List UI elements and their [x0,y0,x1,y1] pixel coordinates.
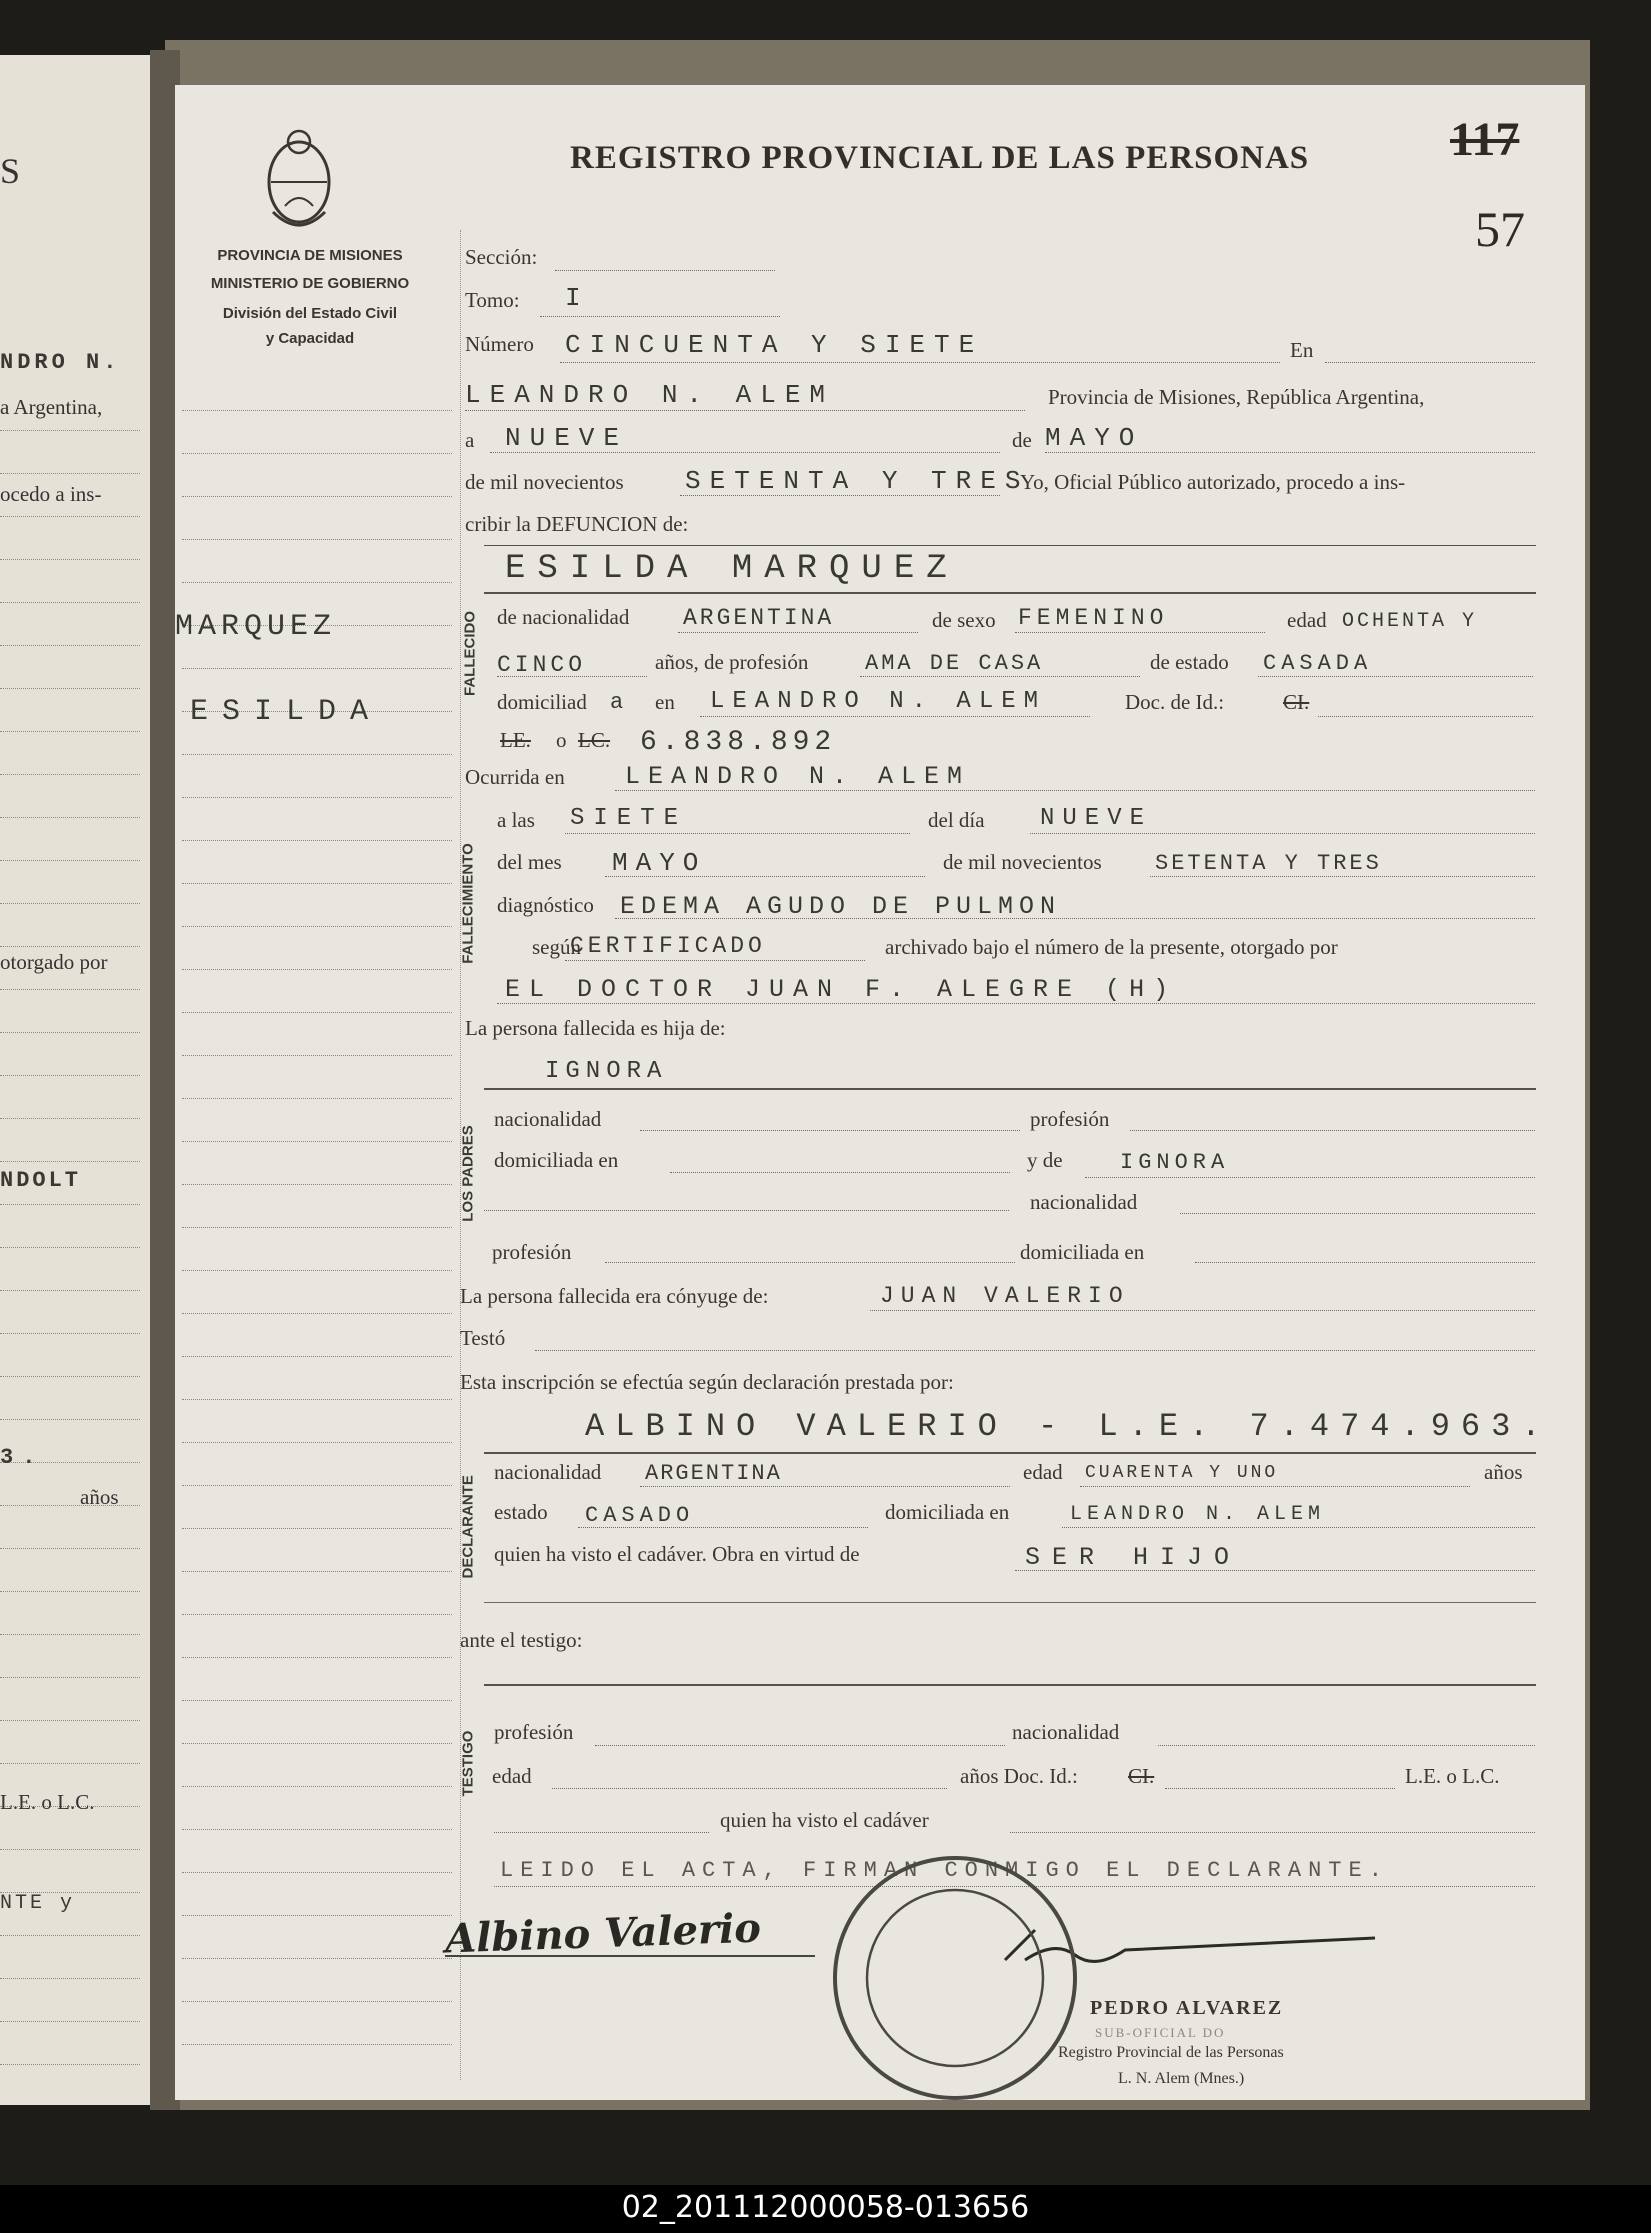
margin-ruled-line [182,1743,452,1744]
segun-value: CERTIFICADO [570,933,766,959]
margin-ruled-line [182,1356,452,1357]
margin-ruled-line [182,668,452,669]
medico-value: EL DOCTOR JUAN F. ALEGRE (H) [505,975,1178,1004]
left-page-ruled-line [0,602,140,603]
visto2-text: quien ha visto el cadáver [720,1808,929,1832]
left-page-ruled-line [0,1290,140,1291]
ante-testigo-label: ante el testigo: [460,1628,583,1652]
padre-nacionalidad-line [640,1130,1020,1131]
margin-ruled-line [182,453,452,454]
tomo-value: I [565,283,590,313]
index-given-name: ESILDA [190,695,383,729]
margin-ruled-line [182,1098,452,1099]
numero-value: CINCUENTA Y SIETE [565,330,984,360]
margin-ruled-line [182,1872,452,1873]
left-page-ruled-line [0,1333,140,1334]
testigo-line [484,1684,1536,1686]
estado-label: de estado [1150,650,1229,674]
margin-ruled-line [182,1958,452,1959]
lugar-value: LEANDRO N. ALEM [465,380,835,410]
decl-domicilio-line [1062,1527,1535,1528]
testigo-profesion-label: profesión [494,1720,574,1744]
anio-fall-line [1150,876,1535,877]
margin-ruled-line [182,1657,452,1658]
left-page-ruled-line [0,1075,140,1076]
madre-domicilio-line [1195,1262,1535,1263]
left-fragment: ocedo a ins- [0,482,102,506]
en-line [1325,362,1535,363]
domicilio-letter: a [610,690,624,715]
left-page-ruled-line [0,903,140,904]
mes-value: MAYO [1045,423,1144,453]
nacionalidad-label: de nacionalidad [497,605,630,629]
testigo-nacionalidad-label: nacionalidad [1012,1720,1120,1744]
dia-fall-value: NUEVE [1040,805,1153,832]
sexo-label: de sexo [932,608,996,632]
left-page-ruled-line [0,1849,140,1850]
ci-label: CI. [1283,690,1310,714]
domicilio-label: domiciliad [497,690,587,714]
left-page-ruled-line [0,1161,140,1162]
margin-ruled-line [182,1485,452,1486]
margin-ruled-line [182,2044,452,2045]
anio-fall-value: SETENTA Y TRES [1155,851,1382,876]
visto-text: quien ha visto el cadáver. Obra en virtud de [494,1542,860,1566]
left-page-ruled-line [0,2021,140,2022]
profesion-value: AMA DE CASA [865,651,1044,676]
madre-nacionalidad-label: nacionalidad [1030,1190,1138,1214]
madre-domicilio-label: domiciliada en [1020,1240,1145,1264]
official-role: SUB-OFICIAL DO [1095,2025,1226,2040]
inscripcion-text: Esta inscripción se efectúa según declaración prestada por: [460,1370,954,1394]
decl-domicilio-label: domiciliada en [885,1500,1010,1524]
anos-label: años [1484,1460,1523,1484]
y-de-label: y de [1027,1148,1063,1172]
decl-edad-label: edad [1023,1460,1063,1484]
coat-of-arms-icon [263,120,335,240]
declarante-signature: Albino Valerio [444,1904,762,1963]
left-page-ruled-line [0,1376,140,1377]
a-label: a [465,428,475,452]
left-page-ruled-line [0,1419,140,1420]
testigo-profesion-line [595,1745,1005,1746]
domicilio-value: LEANDRO N. ALEM [710,688,1047,715]
numero-label: Número [465,332,534,356]
decl-vinculo-value: SER HIJO [1025,1543,1242,1572]
diagnostico-value: EDEMA AGUDO DE PULMON [620,892,1062,921]
testigo-edad-label: edad [492,1764,532,1788]
diagnostico-label: diagnóstico [497,893,594,917]
left-page-ruled-line [0,559,140,560]
left-fragment: NDRO N. [0,350,121,375]
hora-line [565,833,910,834]
margin-ruled-line [182,1313,452,1314]
left-page-ruled-line [0,688,140,689]
declarante-end-line [484,1602,1536,1603]
tomo-line [540,316,780,317]
margin-ruled-line [182,1700,452,1701]
provincia-label: Provincia de Misiones, República Argentina, [1048,385,1425,409]
edad-value: OCHENTA Y [1342,610,1478,633]
dia-value: NUEVE [505,423,629,453]
section-rule [484,545,1536,546]
page-number: 57 [1475,201,1525,257]
visto2-line [1010,1832,1535,1833]
medico-line [497,1003,1535,1004]
fallecimiento-section-label: FALLECIMIENTO [459,843,477,964]
lc-label: LC. [578,728,611,752]
madre-value: IGNORA [1120,1150,1230,1175]
left-fragment: otorgado por [0,950,108,974]
left-page-ruled-line [0,516,140,517]
left-page-ruled-line [0,1634,140,1635]
left-page-ruled-line [0,1591,140,1592]
margin-ruled-line [182,1915,452,1916]
testigo-section-label: TESTIGO [459,1730,477,1797]
left-fragment: 3. [0,1445,45,1470]
edad-label: edad [1287,608,1327,632]
anos-doc-label: años Doc. Id.: [960,1764,1078,1788]
del-dia-label: del día [928,808,985,832]
le-label: LE. [500,728,531,752]
madre-profesion-label: profesión [492,1240,572,1264]
decl-nacionalidad-line [640,1486,1010,1487]
margin-ruled-line [182,1399,452,1400]
madre-nacionalidad-line [1180,1213,1535,1214]
testigo-doc-number-line [494,1832,709,1833]
decl-nacionalidad-value: ARGENTINA [645,1461,782,1486]
margin-ruled-line [182,883,452,884]
division-label: y Capacidad [265,330,355,347]
left-page-ruled-line [0,1978,140,1979]
official-stamp-icon [825,1848,1085,2108]
padre-value: IGNORA [545,1058,668,1085]
nombre-line [484,592,1536,594]
a-las-label: a las [497,808,535,832]
margin-ruled-line [182,1012,452,1013]
left-page-ruled-line [0,1505,140,1506]
doc-line [1318,716,1533,717]
margin-ruled-line [182,496,452,497]
fallecido-section-label: FALLECIDO [461,611,479,696]
left-page-ruled-line [0,1763,140,1764]
documento-value: 6.838.892 [640,727,837,758]
madre-nacionalidad-line-left [484,1210,1009,1211]
margin-ruled-line [182,1829,452,1830]
domicilio-line [700,716,1090,717]
estado-value: CASADA [1263,651,1373,676]
estado-line [1258,676,1533,677]
decl-vinculo-line [1015,1570,1535,1571]
margin-ruled-line [182,754,452,755]
padres-section-label: LOS PADRES [459,1125,477,1222]
margin-ruled-line [182,582,452,583]
madre-profesion-line [605,1262,1015,1263]
conyuge-label: La persona fallecida era cónyuge de: [460,1284,769,1308]
decl-edad-line [1080,1486,1470,1487]
ocurrida-label: Ocurrida en [465,765,565,789]
mes-fall-line [605,876,925,877]
left-page-ruled-line [0,817,140,818]
page-number-struck: 117 [1450,113,1520,166]
margin-ruled-line [182,1614,452,1615]
official-office: Registro Provincial de las Personas [1058,2044,1284,2061]
margin-ruled-line [182,1227,452,1228]
oficial-text: Yo, Oficial Público autorizado, procedo a ins- [1020,470,1406,494]
ministry-label: MINISTERIO DE GOBIERNO [210,275,410,292]
margin-ruled-line [182,1442,452,1443]
conyuge-value: JUAN VALERIO [880,1283,1130,1309]
left-page-ruled-line [0,946,140,947]
margin-ruled-line [182,840,452,841]
decl-estado-line [578,1527,868,1528]
declarante-value: ALBINO VALERIO - L.E. 7.474.963. [585,1408,1552,1445]
left-page-ruled-line [0,774,140,775]
nombre-value: ESILDA MARQUEZ [505,550,959,588]
left-page-ruled-line [0,989,140,990]
declarante-section-label: DECLARANTE [459,1475,477,1579]
page-title: REGISTRO PROVINCIAL DE LAS PERSONAS [570,140,1310,176]
margin-ruled-line [182,1141,452,1142]
de-label: de [1012,428,1032,452]
testigo-le-lc-label: L.E. o L.C. [1405,1764,1500,1788]
de-mil-label: de mil novecientos [465,470,624,494]
left-page-ruled-line [0,1118,140,1119]
margin-ruled-line [182,1055,452,1056]
profesion-label: años, de profesión [655,650,809,674]
segun-label: según [532,935,581,959]
left-fragment: años [80,1485,119,1509]
diagnostico-line [615,918,1535,919]
margin-ruled-line [182,969,452,970]
left-page-ruled-line [0,1720,140,1721]
signature-line [445,1955,815,1957]
padre-profesion-label: profesión [1030,1107,1110,1131]
left-page-ruled-line [0,1247,140,1248]
testo-line [535,1350,1535,1351]
ocurrida-value: LEANDRO N. ALEM [625,762,971,791]
testigo-ci-label: CI. [1128,1764,1155,1788]
decl-domicilio-value: LEANDRO N. ALEM [1070,1503,1326,1526]
de-mil-label-2: de mil novecientos [943,850,1102,874]
edad-line [497,676,647,677]
margin-ruled-line [182,1528,452,1529]
left-page-ruled-line [0,1548,140,1549]
cribir-text: cribir la DEFUNCION de: [465,512,689,536]
left-fragment: S [0,151,21,191]
decl-nacionalidad-label: nacionalidad [494,1460,602,1484]
official-location: L. N. Alem (Mnes.) [1118,2070,1245,2087]
margin-ruled-line [182,926,452,927]
nacionalidad-value: ARGENTINA [683,605,835,631]
padre-profesion-line [1130,1130,1535,1131]
margin-ruled-line [182,2001,452,2002]
left-page-ruled-line [0,473,140,474]
margin-ruled-line [182,1184,452,1185]
padre-domicilio-line [670,1172,1010,1173]
left-fragment: L.E. o L.C. [0,1790,95,1814]
margin-ruled-line [182,410,452,411]
division-label: División del Estado Civil [222,305,398,322]
seccion-label: Sección: [465,245,538,269]
left-page-ruled-line [0,731,140,732]
image-caption: 02_201112000058-013656 [621,2190,1030,2225]
margin-ruled-line [182,539,452,540]
anio-line [680,495,1000,496]
margin-ruled-line [182,1571,452,1572]
sexo-line [1015,632,1265,633]
official-name: PEDRO ALVAREZ [1090,1997,1284,2019]
leido-value: LEIDO EL ACTA, FIRMAN CONMIGO EL DECLARANTE. [500,1858,1389,1883]
dia-fall-line [1030,833,1535,834]
left-fragment: NDOLT [0,1168,82,1193]
ocurrida-line [615,790,1535,791]
left-page-ruled-line [0,430,140,431]
en-label: en [655,690,675,714]
profesion-line [860,676,1140,677]
sexo-value: FEMENINO [1018,605,1169,631]
conyuge-line [870,1310,1535,1311]
padre-nacionalidad-label: nacionalidad [494,1107,602,1131]
testo-label: Testó [460,1326,506,1350]
hora-value: SIETE [570,805,688,832]
margin-ruled-line [182,1270,452,1271]
margin-ruled-line [182,1786,452,1787]
testigo-edad-line [552,1788,947,1789]
declarante-line [484,1452,1536,1454]
left-page-ruled-line [0,1935,140,1936]
numero-line [560,362,1280,363]
decl-estado-label: estado [494,1500,548,1524]
padre-line [484,1088,1536,1090]
left-page-ruled-line [0,1677,140,1678]
testigo-doc-line [1165,1788,1395,1789]
doc-label: Doc. de Id.: [1125,690,1225,714]
province-label: PROVINCIA DE MISIONES [217,247,403,264]
tomo-label: Tomo: [465,288,520,312]
lugar-line [465,410,1025,411]
segun-line [565,960,865,961]
left-page-ruled-line [0,860,140,861]
archivado-text: archivado bajo el número de la presente, otorgado por [885,935,1338,959]
left-page-ruled-line [0,1204,140,1205]
left-page-ruled-line [0,2064,140,2065]
madre-line [1085,1177,1535,1178]
dia-line [490,452,1000,453]
left-page-ruled-line [0,1032,140,1033]
left-fragment: NTE y [0,1892,76,1915]
padre-domicilio-label: domiciliada en [494,1148,619,1172]
left-page-ruled-line [0,645,140,646]
en-label: En [1290,338,1314,362]
left-fragment: a Argentina, [0,395,103,419]
seccion-line [555,270,775,271]
testigo-nacionalidad-line [1158,1745,1535,1746]
anio-value: SETENTA Y TRES [685,466,1030,496]
decl-edad-value: CUARENTA Y UNO [1085,1463,1279,1483]
del-mes-label: del mes [497,850,562,874]
mes-fall-value: MAYO [612,848,707,878]
hija-label: La persona fallecida es hija de: [465,1016,726,1040]
edad-value-cont: CINCO [497,652,587,678]
nacionalidad-line [678,632,918,633]
mes-line [1045,452,1535,453]
decl-estado-value: CASADO [585,1503,695,1528]
margin-ruled-line [182,797,452,798]
index-surname: MARQUEZ [175,610,337,644]
o-label: o [556,728,567,752]
